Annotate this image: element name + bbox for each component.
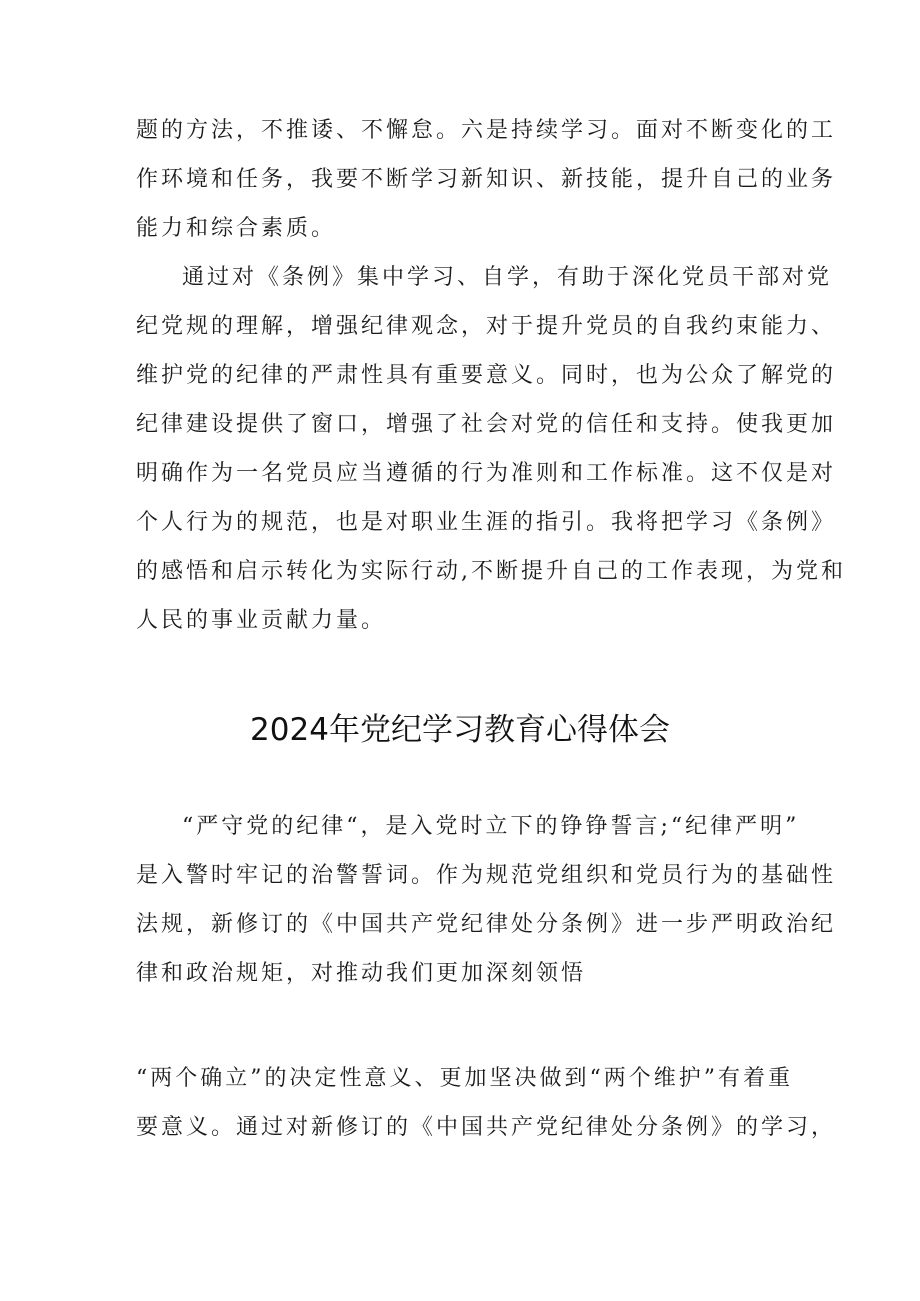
text-line: 律和政治规矩，对推动我们更加深刻领悟 bbox=[136, 961, 587, 986]
text-line: 作环境和任务，我要不断学习新知识、新技能，提升自己的业务 bbox=[136, 167, 837, 192]
text-line: 的感悟和启示转化为实际行动,不断提升自己的工作表现，为党和 bbox=[136, 559, 846, 584]
text-line: 通过对《条例》集中学习、自学，有助于深化党员干部对党 bbox=[182, 265, 833, 290]
text-line: “严守党的纪律“，是入党时立下的铮铮誓言;“纪律严明” bbox=[182, 814, 800, 839]
text-line: 纪党规的理解，增强纪律观念，对于提升党员的自我约束能力、 bbox=[136, 314, 837, 339]
text-line: 能力和综合素质。 bbox=[136, 216, 337, 241]
text-line: 个人行为的规范，也是对职业生涯的指引。我将把学习《条例》 bbox=[136, 510, 837, 535]
text-line: 法规，新修订的《中国共产党纪律处分条例》进一步严明政治纪 bbox=[136, 912, 837, 937]
text-line: 要意义。通过对新修订的《中国共产党纪律处分条例》的学习， bbox=[136, 1115, 837, 1140]
document-title: 2024年党纪学习教育心得体会 bbox=[250, 712, 670, 748]
text-line: “两个确立”的决定性意义、更加坚决做到“两个维护”有着重 bbox=[136, 1066, 793, 1091]
text-line: 维护党的纪律的严肃性具有重要意义。同时，也为公众了解党的 bbox=[136, 363, 837, 388]
text-line: 纪律建设提供了窗口，增强了社会对党的信任和支持。使我更加 bbox=[136, 412, 837, 437]
text-line: 明确作为一名党员应当遵循的行为准则和工作标准。这不仅是对 bbox=[136, 461, 837, 486]
text-line: 是入警时牢记的治警誓词。作为规范党组织和党员行为的基础性 bbox=[136, 863, 837, 888]
text-line: 题的方法，不推诿、不懈怠。六是持续学习。面对不断变化的工 bbox=[136, 118, 837, 143]
text-line: 人民的事业贡献力量。 bbox=[136, 608, 387, 633]
